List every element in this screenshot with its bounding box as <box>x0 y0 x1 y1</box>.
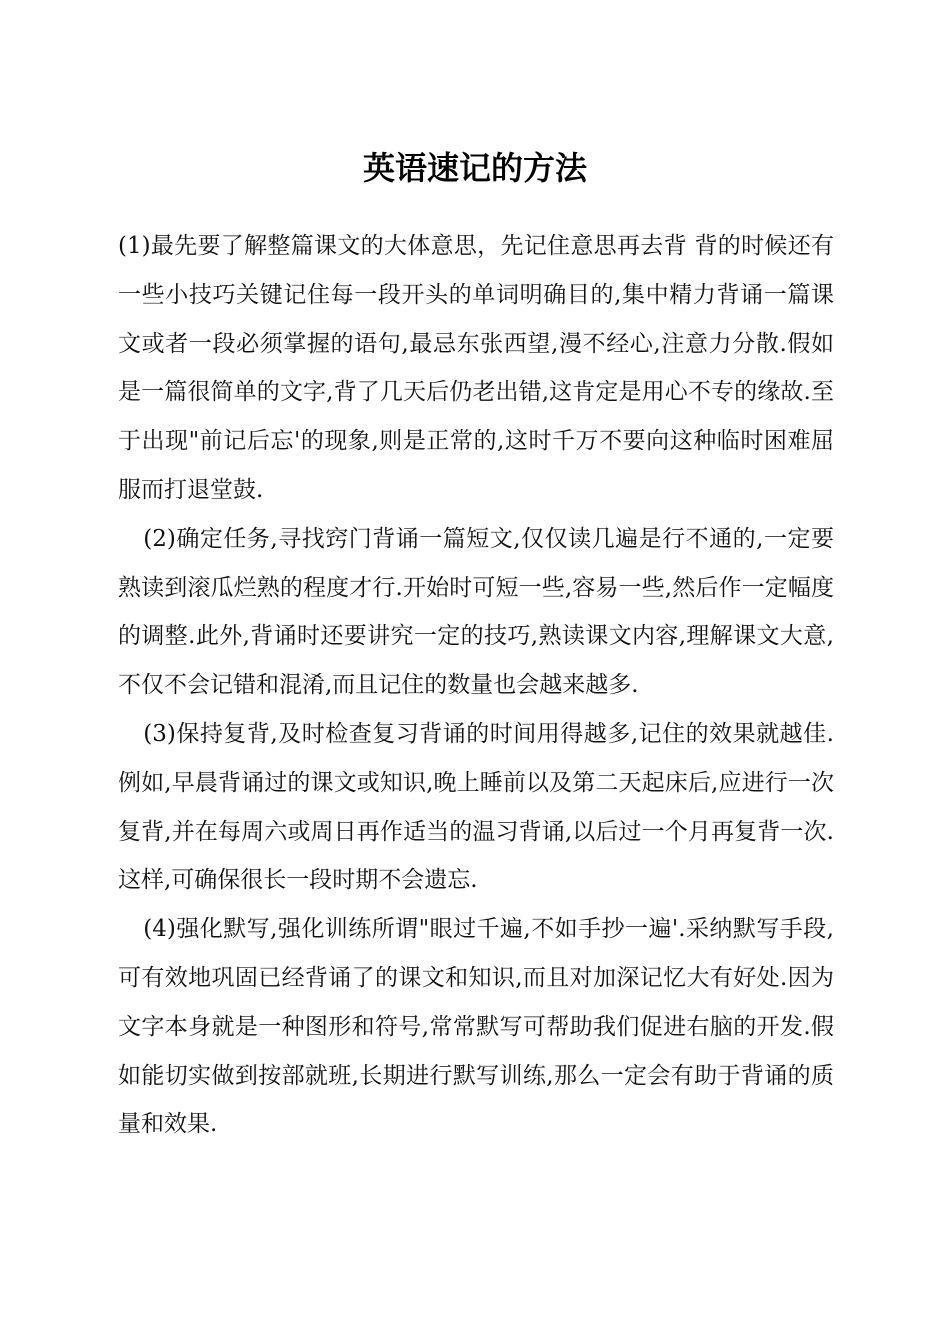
document-title: 英语速记的方法 <box>362 149 587 187</box>
paragraph-1: (1)最先要了解整篇课文的大体意思，先记住意思再去背 背的时候还有一些小技巧关键记住每一段开头的单词明确目的,集中精力背诵一篇课文或者一段必须掌握的语句,最忌东张西望,漫不经心,注意力分散.假如是一篇很简单的文字,背了几天后仍老出错,这肯定是用心不专的缘故.至于出现"前记后忘'的现象,则是正常的,这时千万不要向这种临时困难屈服而打退堂鼓. <box>118 233 834 503</box>
paragraph-2: (2)确定任务,寻找窍门背诵一篇短文,仅仅读几遍是行不通的,一定要熟读到滚瓜烂熟的程度才行.开始时可短一些,容易一些,然后作一定幅度的调整.此外,背诵时还要讲究一定的技巧,熟读课文内容,理解课文大意,不仅不会记错和混淆,而且记住的数量也会越来越多. <box>118 525 834 699</box>
paragraph-3: (3)保持复背,及时检查复习背诵的时间用得越多,记住的效果就越佳.例如,早晨背诵过的课文或知识,晚上睡前以及第二天起床后,应进行一次复背,并在每周六或周日再作适当的温习背诵,以后过一个月再复背一次.这样,可确保很长一段时期不会遗忘. <box>118 720 834 894</box>
document-body <box>118 222 834 1149</box>
paragraph-4: (4)强化默写,强化训练所谓"眼过千遍,不如手抄一遍'.采纳默写手段,可有效地巩固已经背诵了的课文和知识,而且对加深记忆大有好处.因为文字本身就是一种图形和符号,常常默写可帮助我们促进右脑的开发.假如能切实做到按部就班,长期进行默写训练,那么一定会有助于背诵的质量和效果. <box>118 916 834 1138</box>
